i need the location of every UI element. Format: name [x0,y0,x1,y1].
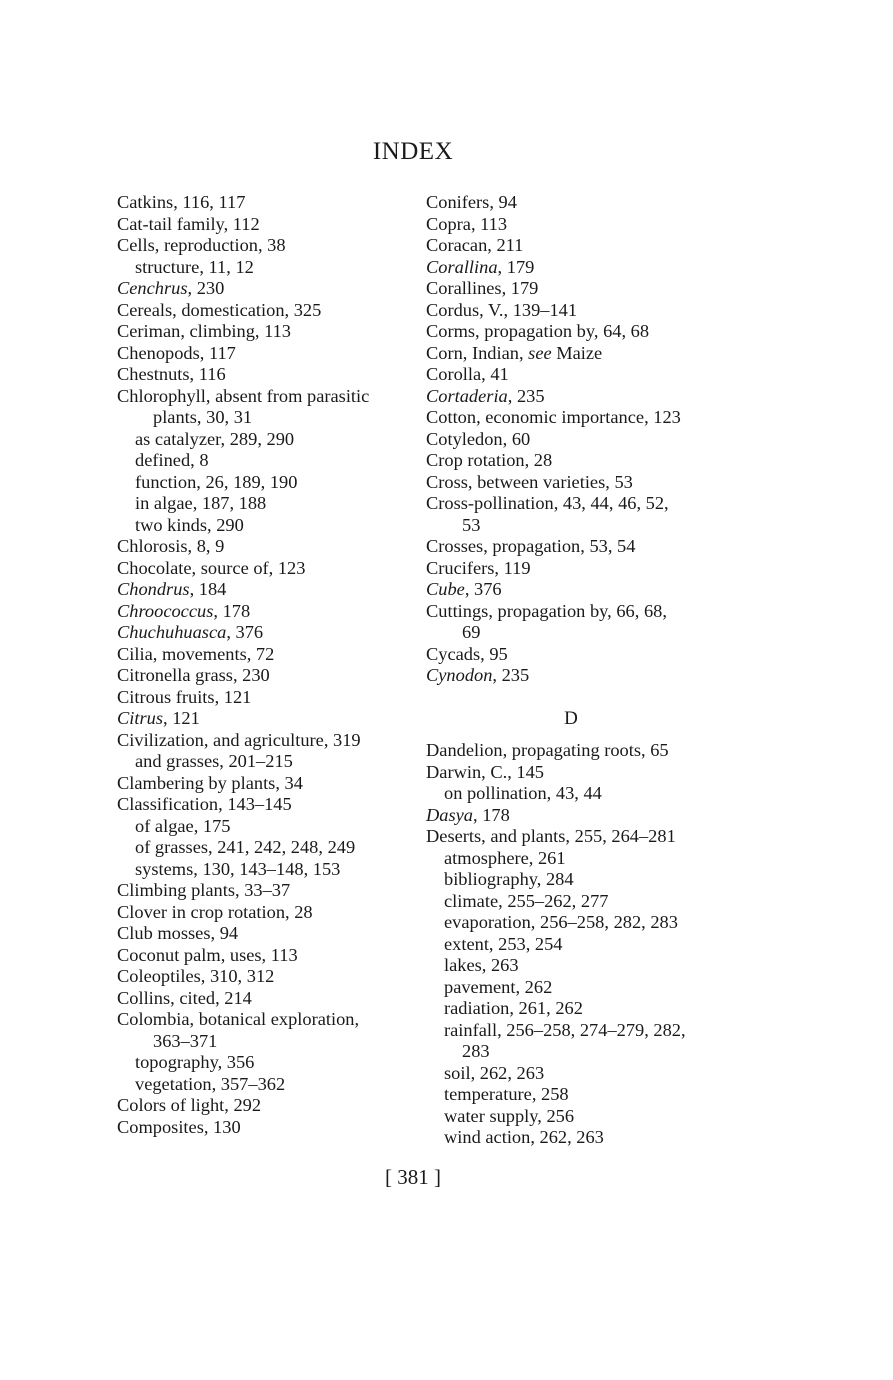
entry-text: 53 [462,514,481,535]
index-entry [117,601,417,623]
index-subentry [426,955,726,977]
entry-text: Cotyledon, 60 [426,428,531,449]
entry-text: atmosphere, 261 [444,847,566,868]
index-entry [426,601,726,623]
entry-text: Composites, 130 [117,1116,241,1137]
entry-text: Deserts, and plants, 255, 264–281 [426,826,676,846]
index-entry [117,988,417,1010]
index-entry [117,773,417,795]
entry-text: temperature, 258 [444,1084,569,1104]
index-entry [117,945,417,967]
entry-text: lakes, 263 [444,955,519,975]
entry-text: Cross-pollination, 43, 44, 46, 52, [426,493,669,513]
index-entry [117,644,417,666]
index-entry [117,622,417,644]
index-column-left [117,192,417,1138]
entry-text: Citronella grass, 230 [117,665,270,685]
index-entry [117,579,417,601]
italic-term: Citrus [117,708,163,728]
entry-text: Corn, Indian, [426,342,529,363]
index-entry [426,300,726,322]
index-entry-continuation [117,407,417,429]
index-entry [426,472,726,494]
index-entry [426,321,726,343]
entry-text: Coconut palm, uses, 113 [117,944,298,965]
entry-text: defined, 8 [135,450,209,470]
index-subentry [426,1127,726,1149]
index-subentry [426,977,726,999]
index-entry-continuation [426,1041,726,1063]
index-subentry [117,472,417,494]
index-entry [117,1095,417,1117]
index-subentry [426,869,726,891]
index-entry [426,450,726,472]
index-entry [117,687,417,709]
index-entry [117,214,417,236]
index-subentry [117,429,417,451]
entry-text: Colors of light, 292 [117,1095,262,1115]
index-entry [426,740,726,762]
index-subentry [426,934,726,956]
index-subentry [117,257,417,279]
entry-text: Coleoptiles, 310, 312 [117,966,275,986]
entry-text: Cross, between varieties, 53 [426,471,633,492]
index-entry [117,364,417,386]
index-entry [426,429,726,451]
entry-text: Cuttings, propagation by, 66, 68, [426,600,667,621]
page-title: INDEX [372,138,454,165]
entry-text: Corolla, 41 [426,364,509,384]
entry-text: Chestnuts, 116 [117,364,226,384]
entry-text: 283 [462,1041,490,1061]
entry-text: Coracan, 211 [426,235,524,255]
entry-text: Collins, cited, 214 [117,987,252,1008]
italic-term: Chondrus [117,579,190,599]
entry-text: Cordus, V., 139–141 [426,299,578,320]
entry-text: extent, 253, 254 [444,933,563,954]
entry-text: , 184 [189,579,227,599]
index-entry [426,805,726,827]
italic-term: Cynodon [426,665,493,685]
index-subentry [426,1106,726,1128]
entry-text: Dandelion, propagating roots, 65 [426,740,669,760]
index-entry [117,923,417,945]
entry-text: Ceriman, climbing, 113 [117,321,292,341]
index-subentry [117,450,417,472]
italic-term: Cortaderia [426,385,508,406]
index-entry [426,644,726,666]
entry-text: plants, 30, 31 [153,407,253,427]
entry-text: Chlorosis, 8, 9 [117,536,225,556]
index-subentry [117,816,417,838]
entry-text: function, 26, 189, 190 [135,471,298,492]
entry-text: Chocolate, source of, 123 [117,557,306,578]
entry-text: Crosses, propagation, 53, 54 [426,536,636,556]
index-entry [426,493,726,515]
index-subentry [426,1084,726,1106]
index-entry [426,278,726,300]
index-entry [117,665,417,687]
entry-text: soil, 262, 263 [444,1062,545,1083]
index-entry [117,558,417,580]
entry-text: topography, 356 [135,1052,255,1072]
entry-text: bibliography, 284 [444,869,574,889]
index-subentry [117,1074,417,1096]
index-entry [117,730,417,752]
index-entry [426,536,726,558]
index-entry [426,386,726,408]
entry-text: Crop rotation, 28 [426,450,553,470]
entry-text: Cilia, movements, 72 [117,643,275,664]
entry-text: , 235 [507,385,545,406]
index-entry [117,902,417,924]
index-entry [117,1009,417,1031]
entry-text: Corms, propagation by, 64, 68 [426,321,650,341]
entry-text: , 178 [213,600,251,621]
entry-text: climate, 255–262, 277 [444,890,609,911]
entry-text: Cycads, 95 [426,643,508,664]
index-entry [426,343,726,365]
entry-text: vegetation, 357–362 [135,1073,286,1094]
index-entry [117,966,417,988]
italic-term: see [528,342,552,363]
entry-text: Maize [551,342,603,363]
index-subentry [426,783,726,805]
index-entry [117,1117,417,1139]
entry-text: , 179 [497,256,535,277]
entry-text: wind action, 262, 263 [444,1127,604,1147]
index-entry [117,192,417,214]
index-entry [117,708,417,730]
index-entry [117,386,417,408]
entry-text: Catkins, 116, 117 [117,192,246,212]
entry-text: and grasses, 201–215 [135,751,293,771]
entry-text: , 178 [473,804,510,825]
index-subentry [117,1052,417,1074]
entry-text: two kinds, 290 [135,514,244,535]
entry-text: Clover in crop rotation, 28 [117,901,313,922]
index-entry [426,558,726,580]
italic-term: Chroococcus [117,600,214,621]
entry-text: Colombia, botanical exploration, [117,1009,360,1029]
index-subentry [426,848,726,870]
index-entry [117,794,417,816]
entry-text: systems, 130, 143–148, 153 [135,858,341,879]
index-subentry [117,837,417,859]
entry-text: as catalyzer, 289, 290 [135,428,295,449]
index-entry [117,321,417,343]
entry-text: , 121 [163,708,200,728]
italic-term: Cube [426,579,465,599]
index-entry [426,579,726,601]
index-entry [117,343,417,365]
italic-term: Chuchuhuasca [117,622,227,642]
entry-text: Chlorophyll, absent from parasitic [117,385,370,406]
index-subentry [117,515,417,537]
index-entry [426,407,726,429]
entry-text: Cereals, domestication, 325 [117,299,322,320]
entry-text: Classification, 143–145 [117,794,292,814]
entry-text: Cells, reproduction, 38 [117,235,286,255]
entry-text: structure, 11, 12 [135,256,254,277]
index-entry-continuation [426,622,726,644]
entry-text: Civilization, and agriculture, 319 [117,729,361,750]
entry-text: 69 [462,622,481,642]
index-entry [426,364,726,386]
entry-text: Cat-tail family, 112 [117,213,260,234]
entry-text: Cotton, economic importance, 123 [426,407,681,427]
entry-text: , 376 [226,622,264,642]
entry-text: radiation, 261, 262 [444,998,583,1018]
index-entry [117,880,417,902]
index-entry [117,235,417,257]
entry-text: Crucifers, 119 [426,557,531,578]
entry-text: 363–371 [153,1030,218,1051]
entry-text: Corallines, 179 [426,278,539,298]
entry-text: of algae, 175 [135,815,231,836]
entry-text: on pollination, 43, 44 [444,783,602,803]
index-entry [117,536,417,558]
page-number: [ 381 ] [385,1165,441,1189]
index-entry [426,214,726,236]
index-subentry [117,859,417,881]
entry-text: of grasses, 241, 242, 248, 249 [135,837,356,857]
entry-text: Conifers, 94 [426,192,517,212]
index-entry [117,278,417,300]
index-entry [426,192,726,214]
index-subentry [117,751,417,773]
index-subentry [426,998,726,1020]
index-entry [426,762,726,784]
index-entry-continuation [426,515,726,537]
entry-text: Clambering by plants, 34 [117,772,303,793]
entry-text: evaporation, 256–258, 282, 283 [444,912,678,932]
entry-text: , 230 [187,278,225,298]
entry-text: Citrous fruits, 121 [117,686,252,707]
entry-text: , 235 [492,665,530,685]
italic-term: Corallina [426,256,498,277]
entry-text: Darwin, C., 145 [426,761,544,782]
entry-text: water supply, 256 [444,1105,575,1126]
index-entry [117,300,417,322]
entry-text: pavement, 262 [444,976,553,997]
entry-text: Club mosses, 94 [117,923,239,943]
index-entry [426,235,726,257]
index-entry [426,665,726,687]
index-subentry [426,1063,726,1085]
entry-text: Copra, 113 [426,213,508,234]
section-letter-heading: D [564,707,578,729]
italic-term: Dasya [426,804,473,825]
entry-text: in algae, 187, 188 [135,493,267,513]
index-entry-continuation [117,1031,417,1053]
entry-text: , 376 [464,579,502,599]
index-entry [426,257,726,279]
index-subentry [426,891,726,913]
entry-text: Chenopods, 117 [117,342,236,363]
italic-term: Cenchrus [117,278,188,298]
entry-text: rainfall, 256–258, 274–279, 282, [444,1019,686,1040]
index-entry [426,826,726,848]
index-subentry [426,1020,726,1042]
index-column-right [426,192,726,1149]
index-subentry [426,912,726,934]
index-subentry [117,493,417,515]
entry-text: Climbing plants, 33–37 [117,880,291,900]
